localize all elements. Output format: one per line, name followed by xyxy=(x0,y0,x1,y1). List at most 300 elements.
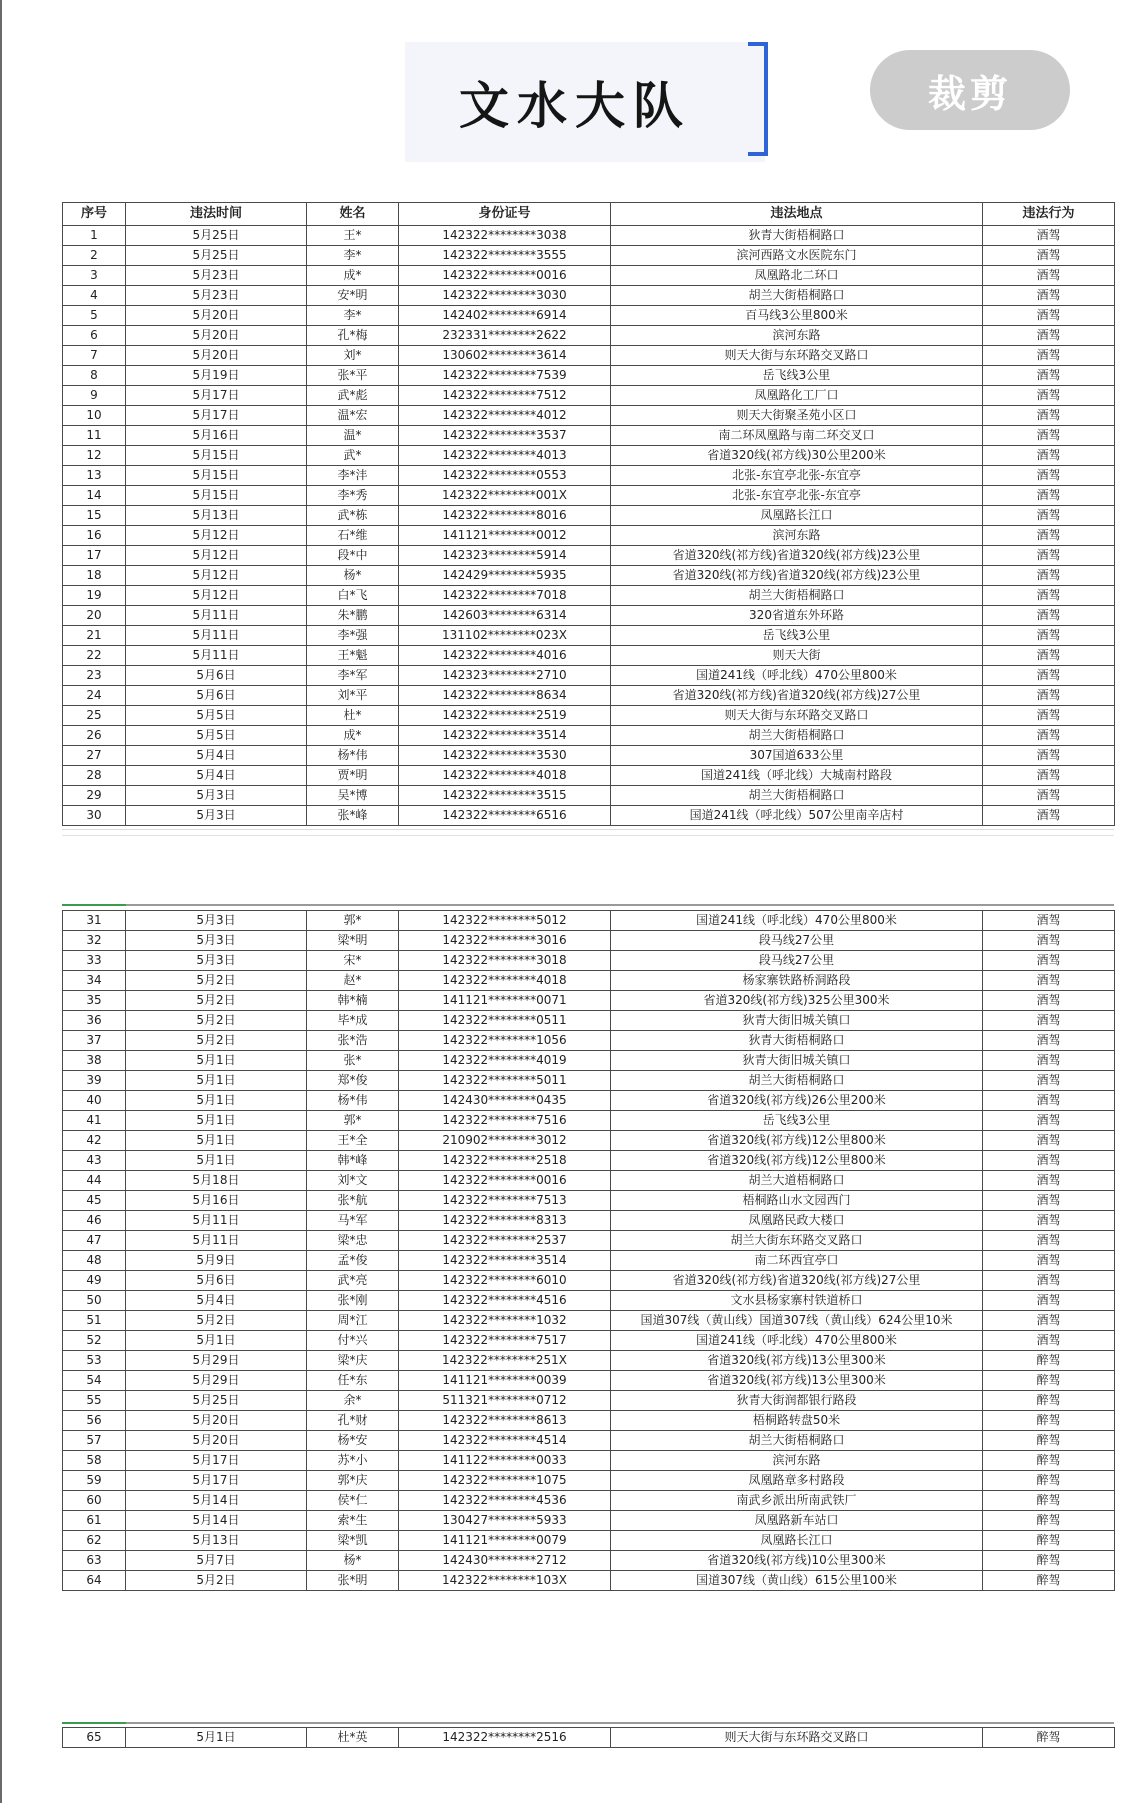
table-row xyxy=(63,486,1115,506)
cell-violation: 酒驾 xyxy=(983,1071,1115,1091)
cell-location: 则天大街与东环路交叉路口 xyxy=(611,346,983,366)
cell-index: 12 xyxy=(63,446,126,466)
cell-location: 梧桐路山水文园西门 xyxy=(611,1191,983,1211)
cell-location: 滨河西路文水医院东门 xyxy=(611,246,983,266)
column-header-violation: 违法行为 xyxy=(983,203,1115,226)
cell-name: 杨* xyxy=(307,566,399,586)
cell-time: 5月5日 xyxy=(126,726,307,746)
cell-name: 温* xyxy=(307,426,399,446)
cell-index: 51 xyxy=(63,1311,126,1331)
cell-violation: 酒驾 xyxy=(983,306,1115,326)
cell-index: 36 xyxy=(63,1011,126,1031)
column-header-name: 姓名 xyxy=(307,203,399,226)
table-row xyxy=(63,1411,1115,1431)
cell-violation: 酒驾 xyxy=(983,1091,1115,1111)
table-row xyxy=(63,426,1115,446)
cell-index: 3 xyxy=(63,266,126,286)
cell-name: 杨*伟 xyxy=(307,1091,399,1111)
cell-index: 7 xyxy=(63,346,126,366)
crop-button[interactable]: 裁剪 xyxy=(870,50,1070,130)
cell-id-number: 232331********2622 xyxy=(399,326,611,346)
cell-time: 5月23日 xyxy=(126,266,307,286)
cell-violation: 酒驾 xyxy=(983,266,1115,286)
cell-id-number: 142322********251X xyxy=(399,1351,611,1371)
cell-location: 国道307线（黄山线）国道307线（黄山线）624公里10米 xyxy=(611,1311,983,1331)
cell-name: 张*航 xyxy=(307,1191,399,1211)
cell-location: 北张-东宜亭北张-东宜亭 xyxy=(611,466,983,486)
cell-name: 武* xyxy=(307,446,399,466)
cell-name: 成* xyxy=(307,726,399,746)
cell-name: 石*维 xyxy=(307,526,399,546)
cell-location: 段马线27公里 xyxy=(611,951,983,971)
cell-index: 31 xyxy=(63,911,126,931)
cell-time: 5月15日 xyxy=(126,486,307,506)
cell-time: 5月3日 xyxy=(126,931,307,951)
table-row xyxy=(63,931,1115,951)
table-row xyxy=(63,586,1115,606)
cell-location: 省道320线(祁方线)12公里800米 xyxy=(611,1151,983,1171)
cell-time: 5月12日 xyxy=(126,526,307,546)
cell-name: 刘*平 xyxy=(307,686,399,706)
cell-index: 10 xyxy=(63,406,126,426)
cell-violation: 酒驾 xyxy=(983,506,1115,526)
cell-location: 岳飞线3公里 xyxy=(611,626,983,646)
cell-violation: 酒驾 xyxy=(983,1151,1115,1171)
table-row xyxy=(63,1571,1115,1591)
cell-violation: 醉驾 xyxy=(983,1491,1115,1511)
cell-violation: 酒驾 xyxy=(983,726,1115,746)
cell-violation: 酒驾 xyxy=(983,546,1115,566)
page-title: 文水大队 xyxy=(459,77,691,135)
table-row xyxy=(63,1471,1115,1491)
table-row xyxy=(63,286,1115,306)
cell-name: 索*生 xyxy=(307,1511,399,1531)
cell-name: 王* xyxy=(307,226,399,246)
cell-name: 杨*伟 xyxy=(307,746,399,766)
cell-name: 段*中 xyxy=(307,546,399,566)
cell-name: 杜*英 xyxy=(307,1728,399,1748)
cell-id-number: 142322********2516 xyxy=(399,1728,611,1748)
cell-location: 省道320线(祁方线)13公里300米 xyxy=(611,1351,983,1371)
table-row xyxy=(63,626,1115,646)
cell-id-number: 141121********0071 xyxy=(399,991,611,1011)
cell-id-number: 141121********0012 xyxy=(399,526,611,546)
cell-time: 5月29日 xyxy=(126,1371,307,1391)
cell-id-number: 142322********4018 xyxy=(399,766,611,786)
cell-id-number: 142322********0511 xyxy=(399,1011,611,1031)
violations-table-section-3 xyxy=(62,1727,1115,1748)
cell-violation: 醉驾 xyxy=(983,1511,1115,1531)
cell-id-number: 142430********2712 xyxy=(399,1551,611,1571)
cell-time: 5月2日 xyxy=(126,1311,307,1331)
cell-id-number: 142322********3537 xyxy=(399,426,611,446)
cell-name: 李*秀 xyxy=(307,486,399,506)
cell-id-number: 142322********8016 xyxy=(399,506,611,526)
cell-violation: 酒驾 xyxy=(983,566,1115,586)
cell-time: 5月1日 xyxy=(126,1071,307,1091)
cell-violation: 酒驾 xyxy=(983,786,1115,806)
cell-id-number: 142323********5914 xyxy=(399,546,611,566)
cell-location: 胡兰大道梧桐路口 xyxy=(611,1171,983,1191)
cell-name: 郑*俊 xyxy=(307,1071,399,1091)
cell-id-number: 142429********5935 xyxy=(399,566,611,586)
cell-time: 5月4日 xyxy=(126,1291,307,1311)
cell-name: 侯*仁 xyxy=(307,1491,399,1511)
table-row xyxy=(63,1131,1115,1151)
cell-violation: 酒驾 xyxy=(983,686,1115,706)
cut-off-row xyxy=(62,829,1114,840)
cell-id-number: 142322********2519 xyxy=(399,706,611,726)
cell-violation: 酒驾 xyxy=(983,1311,1115,1331)
table-row xyxy=(63,1071,1115,1091)
cell-time: 5月3日 xyxy=(126,911,307,931)
cell-id-number: 142322********8634 xyxy=(399,686,611,706)
cell-location: 省道320线(祁方线)13公里300米 xyxy=(611,1371,983,1391)
cell-location: 则天大街与东环路交叉路口 xyxy=(611,706,983,726)
cell-location: 省道320线(祁方线)325公里300米 xyxy=(611,991,983,1011)
table-row xyxy=(63,726,1115,746)
cell-time: 5月5日 xyxy=(126,706,307,726)
cell-location: 凤凰路化工厂口 xyxy=(611,386,983,406)
table-row xyxy=(63,506,1115,526)
cell-index: 41 xyxy=(63,1111,126,1131)
cell-time: 5月11日 xyxy=(126,1231,307,1251)
cell-location: 则天大街 xyxy=(611,646,983,666)
cell-time: 5月6日 xyxy=(126,666,307,686)
cell-time: 5月1日 xyxy=(126,1131,307,1151)
cell-id-number: 142322********7512 xyxy=(399,386,611,406)
cell-time: 5月1日 xyxy=(126,1331,307,1351)
cell-time: 5月17日 xyxy=(126,1451,307,1471)
cell-name: 武*亮 xyxy=(307,1271,399,1291)
cell-violation: 醉驾 xyxy=(983,1391,1115,1411)
cell-violation: 醉驾 xyxy=(983,1571,1115,1591)
cell-index: 56 xyxy=(63,1411,126,1431)
cell-violation: 酒驾 xyxy=(983,286,1115,306)
cell-index: 1 xyxy=(63,226,126,246)
cell-id-number: 141122********0033 xyxy=(399,1451,611,1471)
cell-time: 5月4日 xyxy=(126,746,307,766)
cell-location: 胡兰大街梧桐路口 xyxy=(611,1431,983,1451)
cell-name: 梁*庆 xyxy=(307,1351,399,1371)
cell-violation: 酒驾 xyxy=(983,626,1115,646)
violations-table-section-2 xyxy=(62,910,1115,1591)
cell-violation: 酒驾 xyxy=(983,386,1115,406)
cell-name: 王*魁 xyxy=(307,646,399,666)
cell-id-number: 142322********7539 xyxy=(399,366,611,386)
cell-location: 则天大街聚圣苑小区口 xyxy=(611,406,983,426)
cell-id-number: 142322********4516 xyxy=(399,1291,611,1311)
cell-id-number: 142322********1075 xyxy=(399,1471,611,1491)
cell-index: 44 xyxy=(63,1171,126,1191)
cell-name: 温*宏 xyxy=(307,406,399,426)
cell-id-number: 142322********2518 xyxy=(399,1151,611,1171)
cell-location: 滨河东路 xyxy=(611,1451,983,1471)
cell-violation: 酒驾 xyxy=(983,1231,1115,1251)
cell-name: 马*军 xyxy=(307,1211,399,1231)
table-row xyxy=(63,1051,1115,1071)
table-row xyxy=(63,1171,1115,1191)
cell-name: 孔*财 xyxy=(307,1411,399,1431)
cell-location: 省道320线(祁方线)省道320线(祁方线)23公里 xyxy=(611,546,983,566)
cell-violation: 酒驾 xyxy=(983,991,1115,1011)
cell-index: 57 xyxy=(63,1431,126,1451)
cell-name: 孟*俊 xyxy=(307,1251,399,1271)
cell-index: 4 xyxy=(63,286,126,306)
cell-name: 吴*博 xyxy=(307,786,399,806)
cell-name: 周*江 xyxy=(307,1311,399,1331)
cell-id-number: 142322********001X xyxy=(399,486,611,506)
table-row xyxy=(63,1431,1115,1451)
cell-location: 国道241线（呼北线）470公里800米 xyxy=(611,911,983,931)
table-row xyxy=(63,1011,1115,1031)
cell-location: 狄青大街旧城关镇口 xyxy=(611,1011,983,1031)
table-row xyxy=(63,806,1115,826)
table-row xyxy=(63,1231,1115,1251)
cell-time: 5月23日 xyxy=(126,286,307,306)
cell-violation: 醉驾 xyxy=(983,1471,1115,1491)
cell-violation: 酒驾 xyxy=(983,951,1115,971)
cell-index: 46 xyxy=(63,1211,126,1231)
table-row xyxy=(63,266,1115,286)
table-row xyxy=(63,1031,1115,1051)
page-left-edge xyxy=(0,0,2,1803)
cell-name: 李*强 xyxy=(307,626,399,646)
cell-violation: 酒驾 xyxy=(983,931,1115,951)
cell-id-number: 142323********2710 xyxy=(399,666,611,686)
table-row xyxy=(63,1491,1115,1511)
cell-location: 南武乡派出所南武铁厂 xyxy=(611,1491,983,1511)
violations-table-section-1 xyxy=(62,202,1115,826)
cell-name: 郭*庆 xyxy=(307,1471,399,1491)
cell-violation: 酒驾 xyxy=(983,646,1115,666)
cell-name: 武*栋 xyxy=(307,506,399,526)
cell-violation: 酒驾 xyxy=(983,486,1115,506)
cell-index: 2 xyxy=(63,246,126,266)
cell-index: 55 xyxy=(63,1391,126,1411)
cell-id-number: 142322********3038 xyxy=(399,226,611,246)
cell-name: 李*沣 xyxy=(307,466,399,486)
table-row xyxy=(63,1351,1115,1371)
cell-index: 39 xyxy=(63,1071,126,1091)
cell-location: 胡兰大街梧桐路口 xyxy=(611,1071,983,1091)
cell-index: 15 xyxy=(63,506,126,526)
cell-id-number: 141121********0079 xyxy=(399,1531,611,1551)
table-row xyxy=(63,766,1115,786)
cell-time: 5月12日 xyxy=(126,566,307,586)
cell-index: 33 xyxy=(63,951,126,971)
table-row xyxy=(63,526,1115,546)
cell-violation: 醉驾 xyxy=(983,1371,1115,1391)
cell-time: 5月6日 xyxy=(126,1271,307,1291)
cell-time: 5月20日 xyxy=(126,1411,307,1431)
cell-time: 5月15日 xyxy=(126,466,307,486)
cell-location: 凤凰路章多村路段 xyxy=(611,1471,983,1491)
cell-location: 胡兰大街梧桐路口 xyxy=(611,586,983,606)
cell-index: 45 xyxy=(63,1191,126,1211)
cell-index: 21 xyxy=(63,626,126,646)
cell-name: 梁*忠 xyxy=(307,1231,399,1251)
cell-index: 59 xyxy=(63,1471,126,1491)
cell-name: 毕*成 xyxy=(307,1011,399,1031)
crop-handle[interactable] xyxy=(748,42,768,156)
cell-violation: 酒驾 xyxy=(983,226,1115,246)
cell-violation: 酒驾 xyxy=(983,766,1115,786)
cell-location: 滨河东路 xyxy=(611,326,983,346)
table-row xyxy=(63,446,1115,466)
cell-time: 5月17日 xyxy=(126,406,307,426)
cell-location: 胡兰大街梧桐路口 xyxy=(611,286,983,306)
cell-time: 5月2日 xyxy=(126,1571,307,1591)
cell-id-number: 142322********3515 xyxy=(399,786,611,806)
cell-name: 韩*峰 xyxy=(307,1151,399,1171)
cell-name: 朱*鹏 xyxy=(307,606,399,626)
cell-time: 5月16日 xyxy=(126,426,307,446)
cell-index: 27 xyxy=(63,746,126,766)
cell-name: 任*东 xyxy=(307,1371,399,1391)
table-row xyxy=(63,1151,1115,1171)
cell-name: 张* xyxy=(307,1051,399,1071)
cell-name: 刘*文 xyxy=(307,1171,399,1191)
cell-time: 5月20日 xyxy=(126,346,307,366)
cell-index: 43 xyxy=(63,1151,126,1171)
cell-index: 34 xyxy=(63,971,126,991)
cell-index: 28 xyxy=(63,766,126,786)
cell-id-number: 142322********0553 xyxy=(399,466,611,486)
cell-id-number: 142322********7517 xyxy=(399,1331,611,1351)
cell-index: 9 xyxy=(63,386,126,406)
cell-name: 安*明 xyxy=(307,286,399,306)
cell-time: 5月18日 xyxy=(126,1171,307,1191)
cell-index: 61 xyxy=(63,1511,126,1531)
cell-violation: 酒驾 xyxy=(983,746,1115,766)
cell-location: 狄青大街润都银行路段 xyxy=(611,1391,983,1411)
cell-location: 滨河东路 xyxy=(611,526,983,546)
cell-location: 梧桐路转盘50米 xyxy=(611,1411,983,1431)
cell-time: 5月15日 xyxy=(126,446,307,466)
table-row xyxy=(63,346,1115,366)
cell-location: 胡兰大街梧桐路口 xyxy=(611,726,983,746)
cell-index: 24 xyxy=(63,686,126,706)
table-row xyxy=(63,786,1115,806)
cell-index: 35 xyxy=(63,991,126,1011)
cell-name: 李*军 xyxy=(307,666,399,686)
cell-index: 20 xyxy=(63,606,126,626)
cell-time: 5月3日 xyxy=(126,786,307,806)
cell-violation: 酒驾 xyxy=(983,466,1115,486)
cell-violation: 酒驾 xyxy=(983,346,1115,366)
cell-id-number: 141121********0039 xyxy=(399,1371,611,1391)
cell-time: 5月2日 xyxy=(126,971,307,991)
cell-name: 白*飞 xyxy=(307,586,399,606)
table-row xyxy=(63,666,1115,686)
cell-location: 狄青大街旧城关镇口 xyxy=(611,1051,983,1071)
cell-name: 郭* xyxy=(307,911,399,931)
cell-location: 省道320线(祁方线)省道320线(祁方线)23公里 xyxy=(611,566,983,586)
cell-name: 宋* xyxy=(307,951,399,971)
table-row xyxy=(63,951,1115,971)
cell-violation: 酒驾 xyxy=(983,406,1115,426)
cell-id-number: 142430********0435 xyxy=(399,1091,611,1111)
cell-id-number: 142322********103X xyxy=(399,1571,611,1591)
cell-time: 5月2日 xyxy=(126,991,307,1011)
cell-name: 孔*梅 xyxy=(307,326,399,346)
table-row xyxy=(63,1271,1115,1291)
cell-violation: 酒驾 xyxy=(983,1331,1115,1351)
cell-violation: 酒驾 xyxy=(983,426,1115,446)
cell-id-number: 142322********3018 xyxy=(399,951,611,971)
cell-violation: 酒驾 xyxy=(983,806,1115,826)
cell-time: 5月1日 xyxy=(126,1151,307,1171)
cell-location: 狄青大街梧桐路口 xyxy=(611,226,983,246)
cell-name: 李* xyxy=(307,306,399,326)
cell-id-number: 142322********6516 xyxy=(399,806,611,826)
cell-location: 岳飞线3公里 xyxy=(611,1111,983,1131)
cell-time: 5月13日 xyxy=(126,506,307,526)
cell-id-number: 131102********023X xyxy=(399,626,611,646)
cell-time: 5月14日 xyxy=(126,1491,307,1511)
cell-index: 29 xyxy=(63,786,126,806)
table-row xyxy=(63,1451,1115,1471)
cell-location: 北张-东宜亭北张-东宜亭 xyxy=(611,486,983,506)
cell-index: 38 xyxy=(63,1051,126,1071)
table-row xyxy=(63,991,1115,1011)
cell-id-number: 142322********2537 xyxy=(399,1231,611,1251)
table-row xyxy=(63,306,1115,326)
cell-name: 赵* xyxy=(307,971,399,991)
cell-name: 杨*安 xyxy=(307,1431,399,1451)
cell-index: 53 xyxy=(63,1351,126,1371)
cell-id-number: 142322********1032 xyxy=(399,1311,611,1331)
cell-name: 李* xyxy=(307,246,399,266)
cell-location: 国道307线（黄山线）615公里100米 xyxy=(611,1571,983,1591)
cell-violation: 醉驾 xyxy=(983,1431,1115,1451)
cell-location: 320省道东外环路 xyxy=(611,606,983,626)
cell-id-number: 142402********6914 xyxy=(399,306,611,326)
cell-location: 凤凰路民政大楼口 xyxy=(611,1211,983,1231)
selected-cell-marker xyxy=(62,904,126,906)
cell-violation: 酒驾 xyxy=(983,1051,1115,1071)
cell-violation: 酒驾 xyxy=(983,1011,1115,1031)
cell-violation: 酒驾 xyxy=(983,1291,1115,1311)
column-header-index: 序号 xyxy=(63,203,126,226)
cell-index: 42 xyxy=(63,1131,126,1151)
cell-time: 5月11日 xyxy=(126,626,307,646)
cell-location: 南二环凤凰路与南二环交叉口 xyxy=(611,426,983,446)
cell-location: 省道320线(祁方线)10公里300米 xyxy=(611,1551,983,1571)
selected-cell-marker xyxy=(62,1722,126,1724)
cell-violation: 酒驾 xyxy=(983,446,1115,466)
cell-time: 5月1日 xyxy=(126,1091,307,1111)
cell-time: 5月19日 xyxy=(126,366,307,386)
cell-index: 47 xyxy=(63,1231,126,1251)
cell-violation: 酒驾 xyxy=(983,911,1115,931)
cell-location: 则天大街与东环路交叉路口 xyxy=(611,1728,983,1748)
cell-violation: 酒驾 xyxy=(983,1191,1115,1211)
cell-violation: 醉驾 xyxy=(983,1551,1115,1571)
table-row xyxy=(63,971,1115,991)
table-row xyxy=(63,1251,1115,1271)
cell-time: 5月13日 xyxy=(126,1531,307,1551)
cell-location: 凤凰路新车站口 xyxy=(611,1511,983,1531)
cell-violation: 酒驾 xyxy=(983,326,1115,346)
cell-location: 省道320线(祁方线)26公里200米 xyxy=(611,1091,983,1111)
cell-location: 省道320线(祁方线)省道320线(祁方线)27公里 xyxy=(611,686,983,706)
cell-name: 付*兴 xyxy=(307,1331,399,1351)
sheet-top-edge xyxy=(62,1722,1114,1724)
table-row xyxy=(63,1211,1115,1231)
cell-name: 成* xyxy=(307,266,399,286)
